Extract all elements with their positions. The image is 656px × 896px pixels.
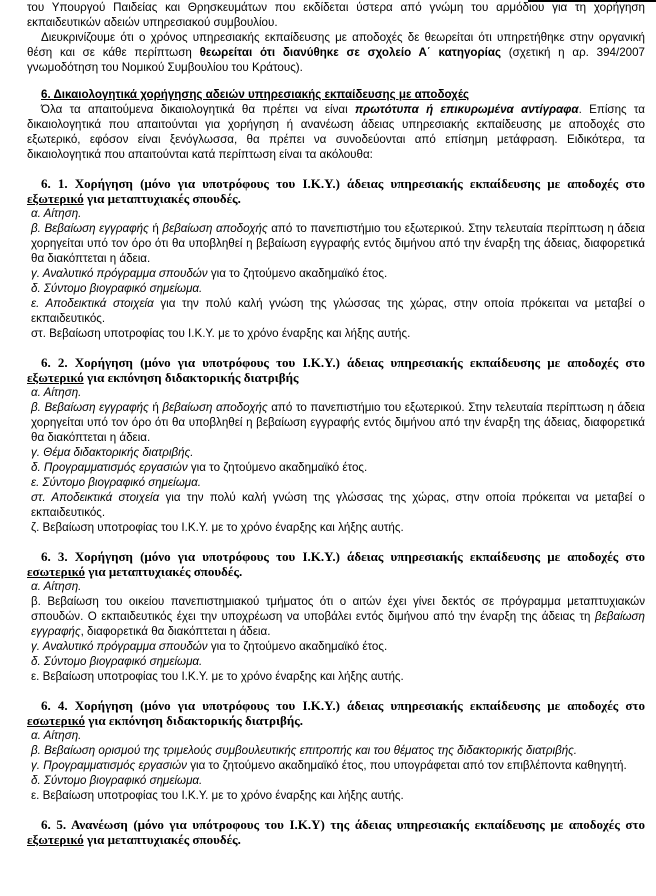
list-item: ε. Αποδεικτικά στοιχεία για την πολύ καλή γνώση της γλώσσας της χώρας, στην οποία πρόκειται να μεταβεί ο εκπαιδευτικός.: [31, 297, 645, 325]
document-page: [27, 0, 645, 847]
list-item: α. Αίτηση.: [31, 729, 82, 742]
section-6-heading: 6. Δικαιολογητικά χορήγησης αδειών υπηρεσιακής εκπαίδευσης με αποδοχές: [41, 88, 470, 101]
list-item: β. Βεβαίωση εγγραφής ή βεβαίωση αποδοχής από το πανεπιστήμιο του εξωτερικού. Στην τελευταία περίπτωση η άδεια χορηγείται υπό τον όρο ότι θα υποβληθεί η βεβαίωση εγγραφής εντός διμήνου από την έναρξη της άδειας, διαφορετικά θα διακόπτεται η άδεια.: [31, 222, 645, 265]
list-item: ε. Σύντομο βιογραφικό σημείωμα.: [31, 476, 201, 489]
list-item: β. Βεβαίωση ορισμού της τριμελούς συμβουλευτικής επιτροπής και του θέματος της διδακτορικής διατριβής.: [31, 744, 578, 757]
subsection-6-1-heading: 6. 1. Χορήγηση (μόνο για υποτρόφους του Ι.Κ.Υ.) άδειας υπηρεσιακής εκπαίδευσης με αποδοχές στο εξωτερικό για μεταπτυχιακές σπουδές.: [27, 176, 645, 206]
list-item: α. Αίτηση.: [31, 207, 82, 220]
list-item: ε. Βεβαίωση υποτροφίας του Ι.Κ.Υ. με το χρόνο έναρξης και λήξης αυτής.: [31, 789, 404, 802]
list-item: στ. Αποδεικτικά στοιχεία για την πολύ καλή γνώση της γλώσσας της χώρας, στην οποία πρόκειται να μεταβεί ο εκπαιδευτικός.: [31, 491, 645, 519]
list-item: δ. Σύντομο βιογραφικό σημείωμα.: [31, 774, 203, 787]
continuation-paragraph: του Υπουργού Παιδείας και Θρησκευμάτων που εκδίδεται ύστερα από γνώμη του αρμόδιου για τη χορήγηση εκπαιδευτικών αδειών υπηρεσιακού συμβουλίου.: [27, 1, 645, 29]
section-6-intro: Όλα τα απαιτούμενα δικαιολογητικά θα πρέπει να είναι πρωτότυπα ή επικυρωμένα αντίγραφα. Επίσης τα δικαιολογητικά που απαιτούνται για χορήγηση ή ανανέωση άδειας υπηρεσιακής εκπαίδευσης με αποδοχές στο εξωτερικό, εφόσον είναι ξενόγλωσσα, θα πρέπει να συνοδεύονται από επίσημη μετάφραση. Ειδικότερα, τα δικαιολογητικά που απαιτούνται κατά περίπτωση είναι τα ακόλουθα:: [27, 103, 645, 161]
list-item: δ. Προγραμματισμός εργασιών για το ζητούμενο ακαδημαϊκό έτος.: [31, 461, 368, 474]
subsection-6-5-heading: 6. 5. Ανανέωση (μόνο για υπότροφους του Ι.Κ.Υ) της άδειας υπηρεσιακής εκπαίδευσης με αποδοχές στο εξωτερικό για μεταπτυχιακές σπουδές.: [27, 817, 645, 847]
list-item: γ. Αναλυτικό πρόγραμμα σπουδών για το ζητούμενο ακαδημαϊκό έτος.: [31, 640, 388, 653]
list-item: α. Αίτηση.: [31, 386, 82, 399]
subsection-6-4-heading: 6. 4. Χορήγηση (μόνο για υποτρόφους του Ι.Κ.Υ.) άδειας υπηρεσιακής εκπαίδευσης με αποδοχές στο εσωτερικό για εκπόνηση διδακτορικής διατριβής.: [27, 698, 645, 728]
list-item: δ. Σύντομο βιογραφικό σημείωμα.: [31, 282, 203, 295]
list-item: στ. Βεβαίωση υποτροφίας του Ι.Κ.Υ. με το χρόνο έναρξης και λήξης αυτής.: [31, 327, 411, 340]
list-item: ζ. Βεβαίωση υποτροφίας του Ι.Κ.Υ. με το χρόνο έναρξης και λήξης αυτής.: [31, 521, 404, 534]
list-item: β. Βεβαίωση του οικείου πανεπιστημιακού τμήματος ότι ο αιτών έχει γίνει δεκτός σε πρόγραμμα μεταπτυχιακών σπουδών. Ο εκπαιδευτικός έχει την υποχρέωση να υποβάλει εντός διμήνου από την έναρξη της άδειας τη βεβαίωση εγγραφής, διαφορετικά θα διακόπτεται η άδεια.: [31, 595, 645, 638]
list-item: γ. Προγραμματισμός εργασιών για το ζητούμενο ακαδημαϊκό έτος, που υπογράφεται από τον επιβλέποντα καθηγητή.: [31, 759, 627, 772]
subsection-6-3-heading: 6. 3. Χορήγηση (μόνο για υποτρόφους του Ι.Κ.Υ.) άδειας υπηρεσιακής εκπαίδευσης με αποδοχές στο εσωτερικό για μεταπτυχιακές σπουδές.: [27, 549, 645, 579]
list-item: δ. Σύντομο βιογραφικό σημείωμα.: [31, 655, 203, 668]
list-item: γ. Αναλυτικό πρόγραμμα σπουδών για το ζητούμενο ακαδημαϊκό έτος.: [31, 267, 388, 280]
list-item: β. Βεβαίωση εγγραφής ή βεβαίωση αποδοχής από το πανεπιστήμιο του εξωτερικού. Στην τελευταία περίπτωση η άδεια χορηγείται υπό τον όρο ότι θα υποβληθεί η βεβαίωση εγγραφής εντός διμήνου από την έναρξη της άδειας, διαφορετικά θα διακόπτεται η άδεια.: [31, 401, 645, 444]
clarification-paragraph: Διευκρινίζουμε ότι ο χρόνος υπηρεσιακής εκπαίδευσης με αποδοχές δε θεωρείται ότι υπηρετήθηκε στην οργανική θέση και σε κάθε περίπτωση θεωρείται ότι διανύθηκε σε σχολείο Α΄ κατηγορίας (σχετική η αρ. 394/2007 γνωμοδότηση του Νομικού Συμβουλίου του Κράτους).: [27, 31, 645, 74]
list-item: α. Αίτηση.: [31, 580, 82, 593]
subsection-6-2-heading: 6. 2. Χορήγηση (μόνο για υποτρόφους του Ι.Κ.Υ.) άδειας υπηρεσιακής εκπαίδευσης με αποδοχές στο εξωτερικό για εκπόνηση διδακτορικής διατριβής: [27, 355, 645, 385]
list-item: ε. Βεβαίωση υποτροφίας του Ι.Κ.Υ. με το χρόνο έναρξης και λήξης αυτής.: [31, 670, 404, 683]
list-item: γ. Θέμα διδακτορικής διατριβής.: [31, 446, 194, 459]
